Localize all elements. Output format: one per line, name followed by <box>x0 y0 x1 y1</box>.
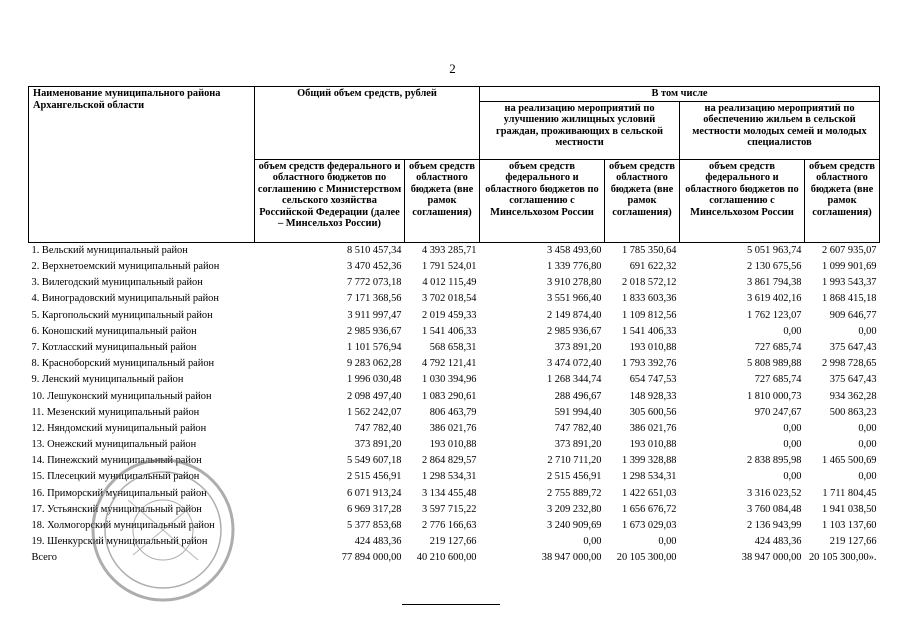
amount-cell: 3 470 452,36 <box>346 261 402 273</box>
table-row <box>29 502 880 518</box>
amount-cell: 1 673 029,03 <box>621 520 677 532</box>
header-housing-group: на реализацию мероприятий по улучшению жилищных условий граждан, проживающих в сельской местности <box>480 101 680 159</box>
amount-cell: 1 996 030,48 <box>346 374 402 386</box>
amount-cell: 1 083 290,61 <box>421 390 477 402</box>
table-row <box>29 242 880 259</box>
amount-cell: 1 791 524,01 <box>421 261 477 273</box>
table-row <box>29 453 880 469</box>
amount-cell: 2 136 943,99 <box>746 520 802 532</box>
total-row <box>29 550 880 566</box>
amount-cell: 2 607 935,07 <box>805 242 880 259</box>
amount-cell: 747 782,40 <box>554 422 602 434</box>
table-row <box>29 340 880 356</box>
amount-cell: 373 891,20 <box>554 341 602 353</box>
district-name: 14. Пинежский муниципальный район <box>31 455 202 467</box>
amount-cell: 970 247,67 <box>754 406 802 418</box>
amount-cell: 2 710 711,20 <box>547 455 602 467</box>
header-district: Наименование муниципального района Архангельской области <box>29 87 255 243</box>
district-name: 4. Виноградовский муниципальный район <box>31 293 219 305</box>
district-name: 3. Вилегодский муниципальный район <box>31 277 203 289</box>
amount-cell: 806 463,79 <box>429 406 477 418</box>
table-row <box>29 485 880 501</box>
amount-cell: 20 105 300,00». <box>808 552 877 564</box>
amount-cell: 5 051 963,74 <box>680 242 805 259</box>
amount-cell: 1 711 804,45 <box>822 487 877 499</box>
amount-cell: 1 399 328,88 <box>621 455 677 467</box>
table-row <box>29 372 880 388</box>
amount-cell: 2 149 874,40 <box>546 309 602 321</box>
header-total: Общий объем средств, рублей <box>255 87 480 160</box>
district-name: 6. Коношский муниципальный район <box>31 325 197 337</box>
amount-cell: 3 597 715,22 <box>421 503 477 515</box>
header-youth-regional: объем средств областного бюджета (вне рамок соглашения) <box>805 159 880 242</box>
amount-cell: 591 994,40 <box>554 406 602 418</box>
amount-cell: 2 098 497,40 <box>346 390 402 402</box>
amount-cell: 1 762 123,07 <box>746 309 802 321</box>
district-name: 9. Ленский муниципальный район <box>31 374 184 386</box>
amount-cell: 148 928,33 <box>629 390 677 402</box>
table-row <box>29 437 880 453</box>
district-name: 8. Красноборский муниципальный район <box>31 358 215 370</box>
table-row <box>29 469 880 485</box>
amount-cell: 40 210 600,00 <box>416 552 477 564</box>
header-youth-group: на реализацию мероприятий по обеспечению жильем в сельской местности молодых семей и молодых специалистов <box>680 101 880 159</box>
amount-cell: 386 021,76 <box>429 422 477 434</box>
amount-cell: 1 656 676,72 <box>621 503 677 515</box>
amount-cell: 909 646,77 <box>829 309 877 321</box>
amount-cell: 193 010,88 <box>429 439 477 451</box>
amount-cell: 2 985 936,67 <box>346 325 402 337</box>
amount-cell: 568 658,31 <box>429 341 477 353</box>
amount-cell: 6 071 913,24 <box>346 487 402 499</box>
header-total-federal: объем средств федерального и областного бюджетов по соглашению с Министерством сельского хозяйства Российской Федерации (далее – Минсельхоз России) <box>255 159 405 242</box>
amount-cell: 0,00 <box>783 325 802 337</box>
amount-cell: 727 685,74 <box>754 341 802 353</box>
table-row <box>29 388 880 404</box>
amount-cell: 2 019 459,33 <box>421 309 477 321</box>
amount-cell: 373 891,20 <box>354 439 402 451</box>
header-housing-federal: объем средств федерального и областного бюджетов по соглашению с Минсельхозом России <box>480 159 605 242</box>
header-housing-regional: объем средств областного бюджета (вне рамок соглашения) <box>605 159 680 242</box>
district-name: 13. Онежский муниципальный район <box>31 439 197 451</box>
amount-cell: 1 465 500,69 <box>821 455 877 467</box>
amount-cell: 1 993 543,37 <box>821 277 877 289</box>
amount-cell: 4 792 121,41 <box>421 358 477 370</box>
table-row <box>29 518 880 534</box>
amount-cell: 2 515 456,91 <box>546 471 602 483</box>
amount-cell: 3 760 084,48 <box>746 503 802 515</box>
amount-cell: 1 339 776,80 <box>546 261 602 273</box>
amount-cell: 8 510 457,34 <box>255 242 405 259</box>
amount-cell: 373 891,20 <box>554 439 602 451</box>
amount-cell: 5 377 853,68 <box>346 520 402 532</box>
amount-cell: 6 969 317,28 <box>346 503 402 515</box>
amount-cell: 0,00 <box>583 536 602 548</box>
amount-cell: 305 600,56 <box>629 406 677 418</box>
district-name: 2. Верхнетоемский муниципальный район <box>31 261 220 273</box>
table-row <box>29 323 880 339</box>
amount-cell: 1 422 651,03 <box>621 487 677 499</box>
header-including: В том числе <box>480 87 880 102</box>
amount-cell: 77 894 000,00 <box>341 552 402 564</box>
amount-cell: 2 864 829,57 <box>421 455 477 467</box>
amount-cell: 1 099 901,69 <box>821 261 877 273</box>
amount-cell: 3 209 232,80 <box>546 503 602 515</box>
amount-cell: 219 127,66 <box>829 536 877 548</box>
amount-cell: 9 283 062,28 <box>346 358 402 370</box>
amount-cell: 1 793 392,76 <box>621 358 677 370</box>
amount-cell: 4 393 285,71 <box>405 242 480 259</box>
amount-cell: 3 910 278,80 <box>546 277 602 289</box>
amount-cell: 691 622,32 <box>629 261 677 273</box>
amount-cell: 375 647,43 <box>829 341 877 353</box>
table-row <box>29 307 880 323</box>
table-row <box>29 421 880 437</box>
table-body <box>29 242 880 566</box>
amount-cell: 1 298 534,31 <box>621 471 677 483</box>
table-row <box>29 356 880 372</box>
amount-cell: 38 947 000,00 <box>741 552 802 564</box>
amount-cell: 38 947 000,00 <box>541 552 602 564</box>
table-row <box>29 259 880 275</box>
amount-cell: 3 619 402,16 <box>746 293 802 305</box>
amount-cell: 1 941 038,50 <box>821 503 877 515</box>
amount-cell: 1 030 394,96 <box>421 374 477 386</box>
amount-cell: 500 863,23 <box>829 406 877 418</box>
district-name: 18. Холмогорский муниципальный район <box>31 520 215 532</box>
amount-cell: 2 776 166,63 <box>421 520 477 532</box>
amount-cell: 2 998 728,65 <box>821 358 877 370</box>
amount-cell: 3 911 997,47 <box>347 309 402 321</box>
amount-cell: 1 298 534,31 <box>421 471 477 483</box>
district-name: 19. Шенкурский муниципальный район <box>31 536 208 548</box>
amount-cell: 424 483,36 <box>354 536 402 548</box>
amount-cell: 3 458 493,60 <box>480 242 605 259</box>
table-row <box>29 404 880 420</box>
amount-cell: 2 018 572,12 <box>621 277 677 289</box>
district-name: 15. Плесецкий муниципальный район <box>31 471 200 483</box>
amount-cell: 747 782,40 <box>354 422 402 434</box>
page-number: 2 <box>449 61 456 76</box>
district-name: 17. Устьянский муниципальный район <box>31 503 202 515</box>
amount-cell: 0,00 <box>858 439 877 451</box>
district-name: 10. Лешуконский муниципальный район <box>31 390 212 402</box>
table-row <box>29 291 880 307</box>
amount-cell: 1 103 137,60 <box>821 520 877 532</box>
amount-cell: 727 685,74 <box>754 374 802 386</box>
district-name: 7. Котласский муниципальный район <box>31 341 197 353</box>
amount-cell: 0,00 <box>658 536 677 548</box>
amount-cell: 3 134 455,48 <box>421 487 477 499</box>
amount-cell: 1 810 000,73 <box>746 390 802 402</box>
district-name: 12. Няндомский муниципальный район <box>31 422 207 434</box>
district-name: 11. Мезенский муниципальный район <box>31 406 200 418</box>
amount-cell: 654 747,53 <box>629 374 677 386</box>
amount-cell: 193 010,88 <box>629 341 677 353</box>
amount-cell: 1 541 406,33 <box>421 325 477 337</box>
amount-cell: 2 515 456,91 <box>346 471 402 483</box>
amount-cell: 0,00 <box>858 325 877 337</box>
amount-cell: 1 833 603,36 <box>621 293 677 305</box>
amount-cell: 1 268 344,74 <box>546 374 602 386</box>
amount-cell: 3 861 794,38 <box>746 277 802 289</box>
amount-cell: 2 130 675,56 <box>746 261 802 273</box>
amount-cell: 1 541 406,33 <box>621 325 677 337</box>
district-name: 16. Приморский муниципальный район <box>31 487 207 499</box>
amount-cell: 1 109 812,56 <box>621 309 677 321</box>
header-youth-federal: объем средств федерального и областного бюджетов по соглашению с Минсельхозом России <box>680 159 805 242</box>
amount-cell: 4 012 115,49 <box>422 277 477 289</box>
amount-cell: 2 755 889,72 <box>546 487 602 499</box>
amount-cell: 386 021,76 <box>629 422 677 434</box>
amount-cell: 0,00 <box>858 471 877 483</box>
district-name: 1. Вельский муниципальный район <box>29 242 255 259</box>
amount-cell: 1 785 350,64 <box>605 242 680 259</box>
amount-cell: 288 496,67 <box>554 390 602 402</box>
amount-cell: 5 808 989,88 <box>746 358 802 370</box>
amount-cell: 3 702 018,54 <box>421 293 477 305</box>
amount-cell: 2 985 936,67 <box>546 325 602 337</box>
amount-cell: 3 240 909,69 <box>546 520 602 532</box>
district-name: Всего <box>31 552 57 564</box>
amount-cell: 20 105 300,00 <box>616 552 677 564</box>
amount-cell: 375 647,43 <box>829 374 877 386</box>
table-row <box>29 275 880 291</box>
amount-cell: 934 362,28 <box>829 390 877 402</box>
amount-cell: 1 562 242,07 <box>346 406 402 418</box>
amount-cell: 193 010,88 <box>629 439 677 451</box>
amount-cell: 219 127,66 <box>429 536 477 548</box>
budget-table <box>28 86 880 566</box>
amount-cell: 2 838 895,98 <box>746 455 802 467</box>
header-total-regional: объем средств областного бюджета (вне рамок соглашения) <box>405 159 480 242</box>
amount-cell: 3 474 072,40 <box>546 358 602 370</box>
amount-cell: 3 316 023,52 <box>746 487 802 499</box>
district-name: 5. Каргопольский муниципальный район <box>31 309 213 321</box>
amount-cell: 1 101 576,94 <box>346 341 402 353</box>
amount-cell: 1 868 415,18 <box>821 293 877 305</box>
amount-cell: 7 772 073,18 <box>346 277 402 289</box>
amount-cell: 0,00 <box>783 439 802 451</box>
amount-cell: 5 549 607,18 <box>346 455 402 467</box>
footer-rule <box>402 604 500 605</box>
amount-cell: 3 551 966,40 <box>546 293 602 305</box>
amount-cell: 7 171 368,56 <box>346 293 402 305</box>
amount-cell: 0,00 <box>783 471 802 483</box>
amount-cell: 424 483,36 <box>754 536 802 548</box>
amount-cell: 0,00 <box>858 422 877 434</box>
table-row <box>29 534 880 550</box>
amount-cell: 0,00 <box>783 422 802 434</box>
